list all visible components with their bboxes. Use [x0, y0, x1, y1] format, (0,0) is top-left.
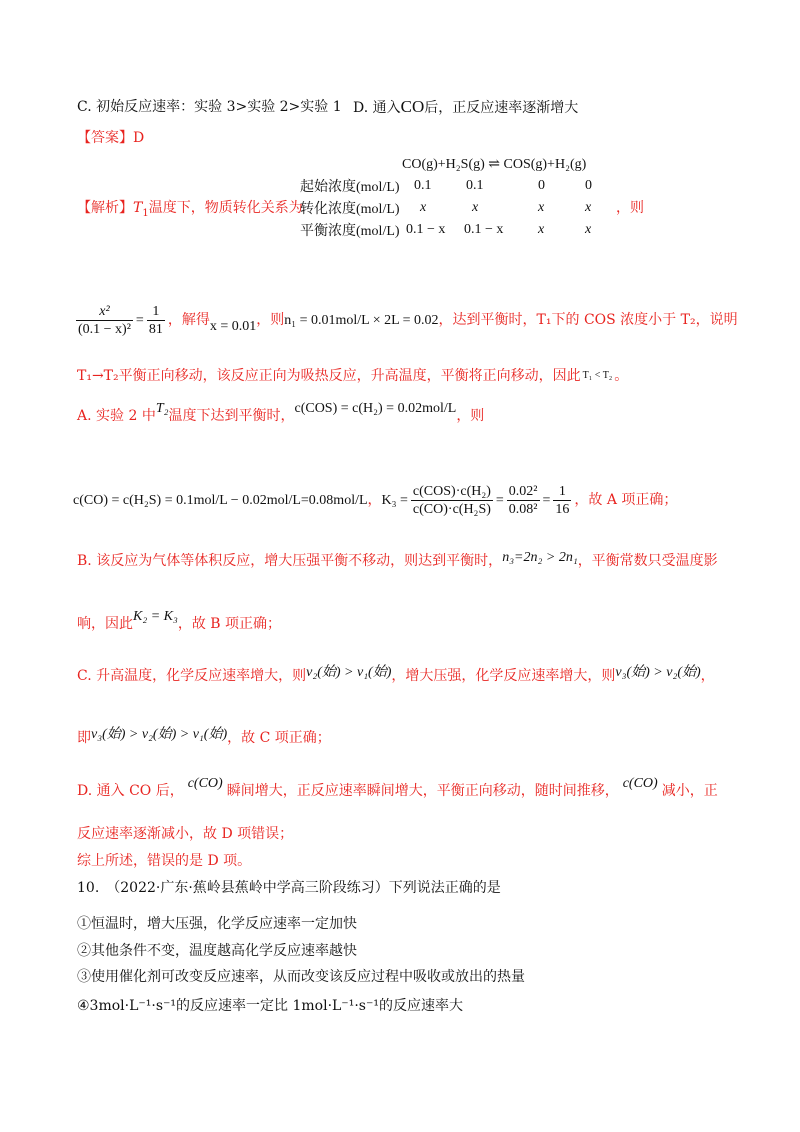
fraction-denominator: c(CO)·c(H₂S): [412, 501, 491, 517]
comparison-text: ，达到平衡时，T₁下的 COS 浓度小于 T₂，说明: [438, 312, 738, 328]
option-a-prefix: A. 实验 2 中: [77, 408, 156, 424]
question-10-item: ①恒温时，增大压强，化学反应速率一定加快: [77, 916, 357, 932]
option-a-end: ，则: [456, 408, 485, 424]
comma: ，: [700, 668, 715, 684]
rate-relation-3: v₃(始) > v₂(始) > v₁(始): [91, 727, 228, 742]
solve-text: ，解得: [167, 312, 210, 328]
option-a-conclusion: ，故 A 项正确；: [574, 492, 678, 508]
fraction-numerator: 1: [553, 483, 571, 501]
rate-relation-1: v₂(始) > v₁(始): [306, 665, 392, 680]
analysis-text: 温度下，物质转化关系为: [148, 200, 303, 216]
cos-equation: c(COS) = c(H₂) = 0.02mol/L: [294, 401, 457, 416]
cell: 0.1 − x: [406, 222, 446, 237]
fraction-denominator: (0.1 − x)²: [78, 321, 131, 337]
option-d-co: CO: [400, 97, 425, 116]
x-value: x = 0.01: [209, 319, 257, 334]
option-a-line: [77, 401, 485, 427]
analysis-intro: [77, 198, 303, 224]
row-equilibrium: [300, 220, 400, 240]
cell: 0.1 − x: [464, 222, 504, 237]
equals-sign: =: [542, 493, 551, 508]
row-label: 转化浓度(mol/L): [300, 202, 400, 217]
cell: 0.1: [466, 178, 484, 193]
option-b-line-1: [77, 551, 718, 572]
equals-sign: =: [135, 313, 144, 328]
question-10-item: ③使用催化剂可改变反应速率，从而改变该反应过程中吸收或放出的热量: [77, 969, 525, 985]
option-d-line-1: [77, 776, 718, 802]
period: 。: [614, 368, 629, 384]
cell: x: [420, 200, 427, 215]
cell: 0: [585, 178, 592, 193]
option-d-text: D. 通入 CO 后，: [77, 783, 184, 799]
cell: x: [538, 222, 545, 237]
answer-label: 【答案】D: [77, 130, 145, 146]
reaction-table: [300, 152, 640, 242]
fraction-numerator: x²: [76, 303, 133, 321]
cell: x: [585, 200, 592, 215]
comma: ，: [367, 492, 382, 508]
fraction-numerator: c(COS)·c(H₂): [412, 483, 491, 499]
option-c-line-1: [77, 666, 715, 687]
option-c-mid: ，增大压强，化学反应速率增大，则: [391, 668, 616, 684]
fraction-denominator: 16: [555, 501, 570, 517]
option-b-line-2: [77, 609, 282, 635]
option-d-suffix: 后，正反应速率逐渐增大: [424, 100, 579, 116]
k-relation: K₂ = K₃: [133, 609, 178, 624]
fraction-81: [147, 303, 165, 338]
fraction-values: [507, 483, 540, 518]
temperature-line: [77, 366, 628, 388]
fraction-denominator: 81: [148, 321, 163, 337]
option-a-mid: 温度下达到平衡时，: [168, 408, 295, 424]
option-d-mid: 瞬间增大，正反应速率瞬间增大，平衡正向移动，随时间推移，: [226, 783, 619, 799]
cell: 0: [538, 178, 545, 193]
question-10-item: ②其他条件不变，温度越高化学反应速率越快: [77, 943, 357, 959]
option-c-text: C. 升高温度，化学反应速率增大，则: [77, 668, 307, 684]
option-c: [77, 97, 342, 117]
option-c-conclusion: ，故 C 项正确；: [227, 730, 331, 746]
t2-symbol: T₂: [155, 401, 169, 416]
temperature-text: T₁→T₂平衡正向移动，该反应正向为吸热反应，升高温度，平衡将正向移动，因此: [77, 368, 581, 384]
k3-line: [73, 480, 677, 521]
equals-sign: =: [495, 493, 504, 508]
fraction-16: [553, 483, 571, 518]
co-concentration-2: c(CO): [622, 776, 658, 791]
fraction-k3: [411, 483, 493, 518]
option-c-text-2: 即: [77, 730, 91, 746]
n-relation: n₃=2n₂ > 2n₁: [502, 550, 578, 565]
t1-symbol: T: [133, 200, 143, 216]
option-c-text: C. 初始反应速率：实验 3>实验 2>实验 1: [77, 99, 342, 115]
option-d: [353, 97, 578, 118]
row-initial: [300, 176, 400, 196]
summary-line: 综上所述，错误的是 D 项。: [77, 853, 252, 869]
row-label: 起始浓度(mol/L): [300, 180, 400, 195]
then-text: ，则: [256, 312, 285, 328]
fraction-x: [76, 303, 133, 338]
question-10-title: 10. （2022·广东·蕉岭县蕉岭中学高三阶段练习）下列说法正确的是: [77, 880, 501, 896]
fraction-numerator: 1: [147, 303, 165, 321]
temperature-inequality: T₁ < T₂: [582, 370, 613, 381]
option-b-end: ，平衡常数只受温度影: [577, 553, 718, 569]
rate-relation-2: v₃(始) > v₂(始): [615, 665, 701, 680]
option-d-prefix: D. 通入: [353, 100, 401, 116]
analysis-label: 【解析】: [77, 200, 133, 216]
cell: x: [585, 222, 592, 237]
analysis-tail: ，则: [616, 200, 644, 216]
option-b-text: B. 该反应为气体等体积反应，增大压强平衡不移动，则达到平衡时，: [77, 553, 503, 569]
row-converted: [300, 198, 400, 218]
option-b-text-2: 响，因此: [77, 616, 133, 632]
option-d-line-2: 反应速率逐渐减小，故 D 项错误；: [77, 826, 294, 842]
t1-subscript: 1: [142, 207, 149, 219]
co-concentration: c(CO) = c(H₂S) = 0.1mol/L − 0.02mol/L=0.08mol/L: [73, 493, 368, 508]
option-c-line-2: [77, 728, 331, 749]
co-concentration-1: c(CO): [187, 776, 223, 791]
cell: x: [472, 200, 479, 215]
option-d-end: 减小，正: [661, 783, 718, 799]
reaction-equation: CO(g)+H₂S(g) ⇌ COS(g)+H₂(g): [402, 157, 587, 172]
fraction-denominator: 0.08²: [508, 501, 538, 517]
cell: x: [538, 200, 545, 215]
k3-symbol: K₃ =: [381, 493, 408, 508]
cell: 0.1: [414, 178, 432, 193]
option-b-conclusion: ，故 B 项正确；: [177, 616, 282, 632]
equation-line-x: [73, 300, 738, 341]
fraction-numerator: 0.02²: [508, 483, 538, 499]
n1-value: n₁ = 0.01mol/L × 2L = 0.02: [284, 313, 439, 328]
question-10-item: ④3mol·L⁻¹·s⁻¹的反应速率一定比 1mol·L⁻¹·s⁻¹的反应速率大: [77, 998, 463, 1014]
row-label: 平衡浓度(mol/L): [300, 224, 400, 239]
